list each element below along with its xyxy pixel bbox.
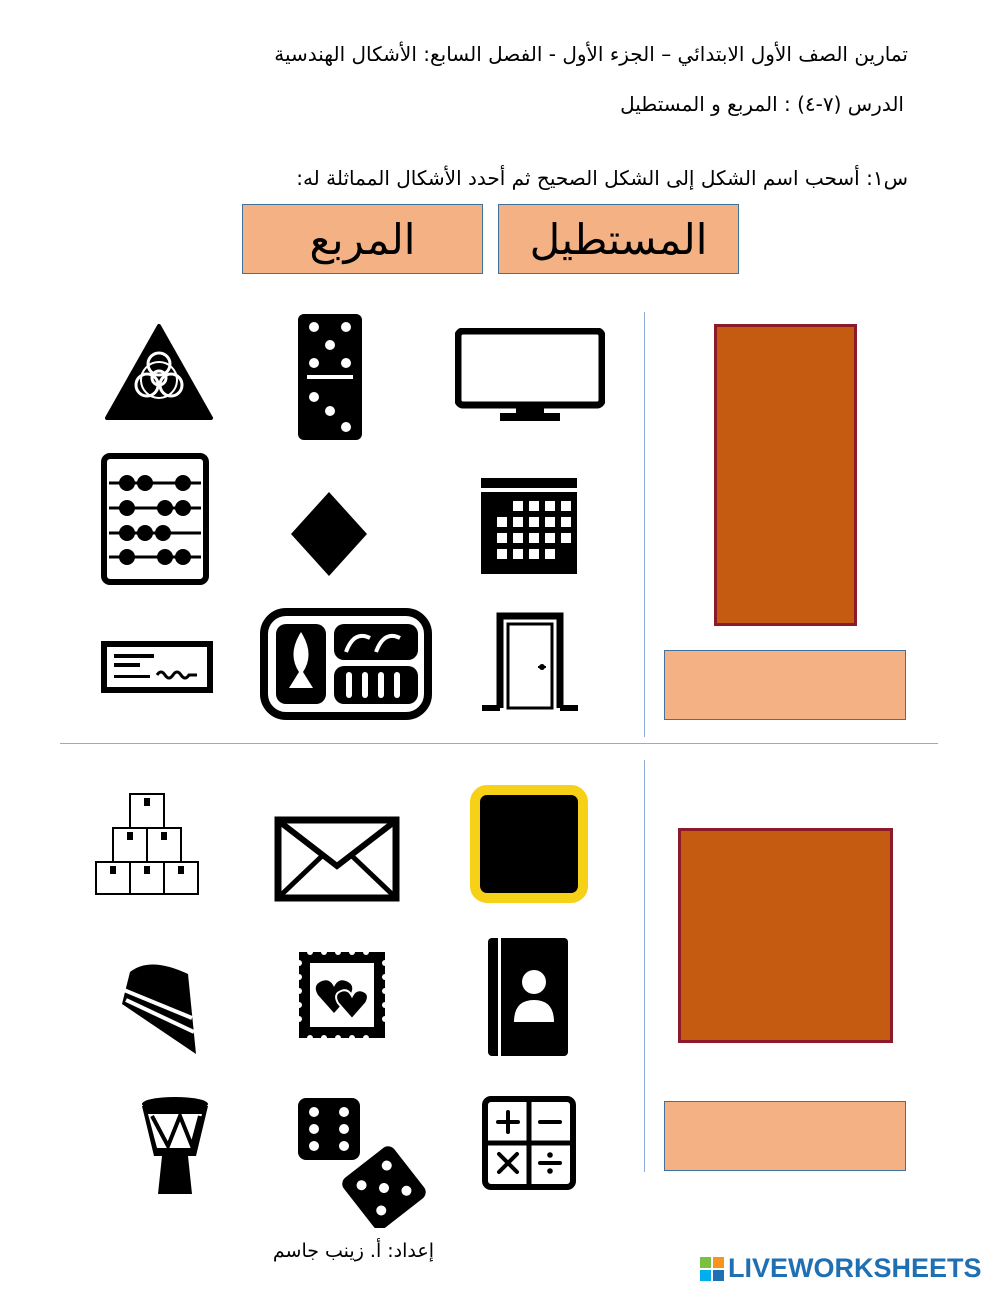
square-shape [678, 828, 893, 1043]
cake-slice-icon[interactable] [120, 960, 198, 1056]
horizontal-divider [60, 743, 938, 744]
author-credit: إعداد: أ. زينب جاسم [272, 1240, 434, 1262]
liveworksheets-logo [700, 1253, 982, 1284]
logo-text: LIVEWORKSHEETS [728, 1253, 982, 1283]
stamp-icon[interactable] [296, 949, 388, 1041]
logo-mark-icon [700, 1257, 724, 1281]
monitor-icon[interactable] [455, 328, 605, 423]
vertical-divider-bottom [644, 760, 645, 1172]
drop-zone-rectangle[interactable] [664, 650, 906, 720]
rectangle-label-text: المستطيل [529, 214, 708, 264]
square-label-tile[interactable] [242, 204, 483, 274]
contact-book-icon[interactable] [486, 936, 570, 1058]
food-tray-icon[interactable] [260, 608, 432, 720]
abacus-icon[interactable] [101, 453, 209, 585]
lesson-title: الدرس (٧-٤) : المربع و المستطيل [620, 92, 904, 116]
drum-icon[interactable] [140, 1096, 210, 1196]
cheque-icon[interactable] [101, 641, 213, 693]
vertical-divider-top [644, 312, 645, 737]
door-icon[interactable] [482, 612, 578, 712]
rectangle-label-tile[interactable] [498, 204, 739, 274]
diamond-icon[interactable] [289, 490, 369, 578]
dice-icon[interactable] [296, 1096, 428, 1228]
square-label-text: المربع [309, 214, 416, 264]
drop-zone-square[interactable] [664, 1101, 906, 1171]
calculator-icon[interactable] [482, 1096, 576, 1190]
envelope-icon[interactable] [274, 816, 400, 902]
question-text: س١: أسحب اسم الشكل إلى الشكل الصحيح ثم أحدد الأشكال المماثلة له: [296, 166, 908, 190]
stacked-boxes-icon[interactable] [94, 792, 200, 896]
domino-icon[interactable] [297, 313, 363, 441]
worksheet-title: تمارين الصف الأول الابتدائي – الجزء الأول - الفصل السابع: الأشكال الهندسية [274, 42, 908, 66]
calendar-icon[interactable] [479, 476, 579, 576]
rectangle-shape [714, 324, 857, 626]
biohazard-sign-icon[interactable] [104, 322, 214, 422]
framed-square-icon[interactable] [470, 785, 588, 903]
